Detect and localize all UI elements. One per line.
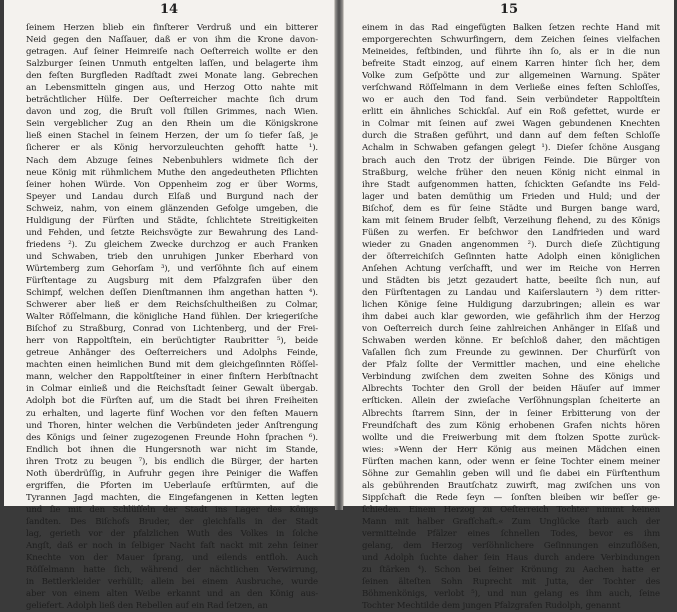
text-line: an Lebensmitteln gingen aus, und Herzog Otto nahte mit [26,83,318,94]
text-line: Söhne zur Gemahlin geben will und ſie dabei ein Fürſtenthum [362,468,660,479]
text-line: Speyer und Landau durch Elſaß und Burgund nach der [26,191,318,202]
text-line: mann, welcher den Rappoltſteiner in einer finſtern Herbſtnacht [26,372,318,383]
text-line: durch die Straßen geführt, und dann auf dem feſten Schloſſe [362,131,660,142]
text-line: und Schwaben, trieb den unruhigen Junker Eberhard von [26,251,318,262]
text-line: Freundſchaft des zum König erhobenen Grafen nichts hören [362,420,660,431]
text-line: ſchieden. Einem Herzog zu Oeſterreich Tochter nimmt keinen [362,504,660,515]
text-line: ihre Stadt aufgenommen hatten, ſchickten Geſandte ins Feld- [362,179,660,190]
text-line: friedens ²). Zu gleichem Zwecke durchzog er auch Franken [26,239,318,250]
text-line: Achalm in Schwaben gefangen gelegt ¹). Dieſer ſchöne Ausgang [362,143,660,154]
text-line: davon und zog, die Bruſt voll ſtillen Grimmes, nach Wien. [26,107,318,118]
text-line: befreite Stadt einzog, auf einem Karren hinter ſich her, dem [362,59,660,70]
text-line: herr von Rappoltſtein, ein berüchtigter Raubritter ⁵), beide [26,336,318,347]
text-line: Mann mit halber Grafſchaft.« Zum Unglücke ſtarb auch der [362,516,660,527]
text-line: Adolph bot die Fürſten auf, um die Stadt bei ihren Freiheiten [26,396,318,407]
text-line: Meineides, feſtbinden, und führte ihn ſo, als er in die nun [362,47,660,58]
page-text [362,22,660,612]
text-line: Fürſtentage zu Augsburg mit dem Pfalzgrafen über den [26,275,318,286]
text-line: geliefert. Adolph ließ den Rebellen auf ein Rad ſetzen, an [26,601,268,612]
text-line: Schweiz, nahm, von einem glänzenden Gefolge umgeben, die [26,203,318,214]
text-line: in Colmar einließ und die Reichsſtadt ſeiner Gewalt übergab. [26,384,318,395]
text-line: lichen Könige ſeine Huldigung darzubringen; allein es war [362,300,660,311]
text-line: und Fehden, und ſetzte Reichsvögte zur Bewahrung des Land- [26,227,318,238]
text-line: ihm dabei auch klar geworden, wie gefährlich ihm der Herzog [362,312,660,323]
text-line: kam mit ſeinem Bruder ſelbſt, Verzeihung flehend, zu des Königs [362,215,660,226]
text-line: Schwerer aber ließ er dem Reichsſchultheißen zu Colmar, [26,300,318,311]
text-line: erlitt ein ähnliches Schickſal. Auf ein Roß gefettet, wurde er [362,107,660,118]
text-line: ſeinem Herzen blieb ein finſterer Verdruß und ein bitterer [26,23,318,33]
text-line: lager und baten demüthig um Frieden und Huld; und der [362,191,660,202]
text-line: Sein vergeblicher Zug an den Rhein um die Königskrone [26,119,318,130]
text-line: Endlich bot ihnen die Hungersnoth war nicht im Stande, [26,444,318,455]
text-line: ihren Trotz zu beugen ⁷), bis endlich die Bürger, der harten [26,456,318,467]
text-line: Noth überdrüſſig, in Aufruhr gegen ihre Peiniger die Waffen [26,468,318,479]
text-line: und ſie mit den Schlüſſeln der Stadt ins Lager des Königs [26,504,318,515]
text-line: ſeinen älteſten Sohn Ruprecht mit Jutta, der Tochter des [362,577,660,588]
text-line: ergriffen, die Pforten im Ueberlauſe erſtürmten, auf die [26,480,318,491]
text-line: Fürſten machen kann, oder wenn er ſeine Tochter einem meiner [362,456,660,467]
text-line: der Pfalz ſollte der Vermittler machen, und eine eheliche [362,360,660,371]
text-line: Vaſallen ſich zum Freunde zu gewinnen. Der Churfürſt von [362,348,660,359]
text-line: Schwaben werden könne. Er beſchloß daher, den mächtigen [362,336,660,347]
text-line: lag, gerieth vor der pfalzlichen Wuth des Volkes in ſolche [26,528,318,539]
page-number: 15 [499,2,519,17]
text-line: Anſehen Achtung verſchafft, und wer im Reiche von Herren [362,263,660,274]
right-page [343,0,674,612]
text-line: getragen. Auf ſeiner Heimreiſe nach Oeſterreich wollte er den [26,47,318,58]
text-line: einem in das Rad eingefügten Balken ſetzen rechte Hand mit [362,23,660,33]
text-line: Huldigung der Fürſten und Städte, ſchlichtete Streitigkeiten [26,215,318,226]
text-line: machten einen heimlichen Bund mit dem gleichgeſinnten Röſſel- [26,360,318,371]
left-page [4,0,335,612]
page-number: 14 [159,2,179,17]
text-line: Schimpf, welchen deſſen Dienſtmannen ihm angethan hatten ⁴). [26,288,318,299]
text-line: der öſterreichiſch Geſinnten hatte Adolph einen königlichen [362,251,660,262]
book-gutter [335,0,343,510]
page-text [26,22,318,612]
text-line: als gebührenden Brautſchatz zuwirft, mag zwiſchen uns von [362,480,660,491]
text-line: wollte und die Freiwerbung mit dem ſtolzen Spotte zurück- [362,432,660,443]
text-line: Böhmenkönigs, verlobt ⁵), und nun gelang es ihm auch, ſeine [362,589,660,600]
text-line: Albrechts Tochter den Groll der beiden Häuſer auf immer [362,384,660,395]
text-line: und Städten bis jetzt gezaudert hatte, beeilte ſich nun, auf [362,275,660,286]
text-line: Albrechts ſtarrem Sinn, der in ſeiner Erbitterung von der [362,408,660,419]
text-line: den Fürſtentagen zu Landau und Kaiſerslautern ³) dem ritter- [362,288,660,299]
text-line: vermittelnde Pfälzer eines ſchnellen Todes, bevor es ihm [362,528,660,539]
book-spread [4,0,674,612]
text-line: Würtemberg zum Gehorſam ³), und verſöhnte ſich auf einem [26,263,318,274]
text-line: erſticken. Allein der zwieſache Verſöhnungsplan ſcheiterte an [362,396,660,407]
text-line: ſeiner hohen Würde. Von Oppenheim zog er über Worms, [26,179,318,190]
text-line: gelang, dem Herzog verſöhnlichere Geſinnungen einzuflößen, [362,541,660,552]
text-line: den feſten Burgfleden Radſtadt zwei Monate lang. Gebrechen [26,71,318,82]
text-line: von Oeſterreich durch ſeine zahlreichen Anhänger in Elſaß und [362,324,660,335]
text-line: und Thoren, hinter welchen die Verbündeten jeder Anſtrengung [26,420,318,431]
text-line: zu erhalten, und lagerte fünf Wochen vor den feſten Mauern [26,408,318,419]
text-line: Biſchof zu Straßburg, Conrad von Lichtenberg, und der Frei- [26,324,318,335]
text-line: Sippſchaft die Rede ſeyn — ſonſten bleiben wir beſſer ge- [362,492,660,503]
text-line: beträchtlicher Hülfe. Der Oeſterreicher machte ſich drum [26,95,318,106]
text-line: Tyrannen Jagd machten, die Eingefangenen in Ketten legten [26,492,318,503]
text-line: ſandten. Des Biſchofs Bruder, der gleichfalls in der Stadt [26,516,318,527]
text-line: Angſt, daß er noch in ſelbiger Nacht faſt nackt mit zehn ſeiner [26,541,318,552]
text-line: wo er auch den Tod fand. Sein verbündeter Rappoltſtein [362,95,660,106]
text-line: wies: »Wenn der Herr König aus meinen Mädchen einen [362,444,660,455]
text-line: Walter Röſſelmann, die königliche Hand fühlen. Der kriegeriſche [26,312,318,323]
text-line: des Königs und ſeiner zugezogenen Freunde Hohn ſprachen ⁶). [26,432,318,443]
text-line: Volke zum Geſpötte und zur allgemeinen Warnung. Später [362,71,660,82]
text-line: Röſſelmann hatte ſich, während der nächtlichen Verwirrung, [26,565,318,576]
text-line: in Colmar mit ſeinen auf zwei Wagen gebundenen Knechten [362,119,660,130]
text-line: zu ſtärken ⁴). Schon bei ſeiner Krönung zu Aachen hatte er [362,565,660,576]
text-line: brach auch den Trotz der übrigen Feinde. Die Bürger von [362,155,660,166]
text-line: und Adolph ſuchte daher ſein Haus durch andere Verbindungen [362,553,660,564]
text-line: ſicherer er als König hervorzuleuchten gehofft hatte ¹). [26,143,318,154]
text-line: Salzburger ſeinen Unmuth entgelten laſſen, und belagerte ihm [26,59,318,70]
text-line: aber von einem alten Weibe erkannt und an den König aus- [26,589,318,600]
text-line: Biſchof, dem es für ſeine Städte und Burgen bange ward, [362,203,660,214]
text-line: getreue Anhänger des Oeſterreichers und Adolphs Feinde, [26,348,318,359]
text-line: emporgerechten Schwurfingern, dem Zeichen ſeines vielfachen [362,35,660,46]
text-line: wieder zu Gnaden angenommen ²). Durch dieſe Züchtigung [362,239,660,250]
text-line: Nach dem Abzuge ſeines Nebenbuhlers widmete ſich der [26,155,318,166]
text-line: Tochter Mechtilde dem jungen Pfalzgrafen Rudolph, genannt [362,601,621,612]
text-line: neue König mit rühmlichem Muthe den angedeutheten Pflichten [26,167,318,178]
text-line: ließ einen Stachel in ſeinem Herzen, der um ſo tiefer ſaß, je [26,131,318,142]
text-line: Verbindung zwiſchen dem zweiten Sohne des Königs und [362,372,660,383]
text-line: in Bettlerkleider verhüllt; allein bei einem Ausbruche, wurde [26,577,318,588]
text-line: Neid gegen den Naſſauer, daß er von ihm die Krone davon- [26,35,318,46]
text-line: Knechte von der Mauer ſprang, und eilends entfloh. Auch [26,553,318,564]
text-line: Straßburg, welche früher den neuen König nicht einmal in [362,167,660,178]
text-line: verſchwand Röſſelmann in dem Verließe eines feſten Schloſſes, [362,83,660,94]
text-line: Füßen zu werfen. Er beſchwor den Landfrieden und ward [362,227,660,238]
